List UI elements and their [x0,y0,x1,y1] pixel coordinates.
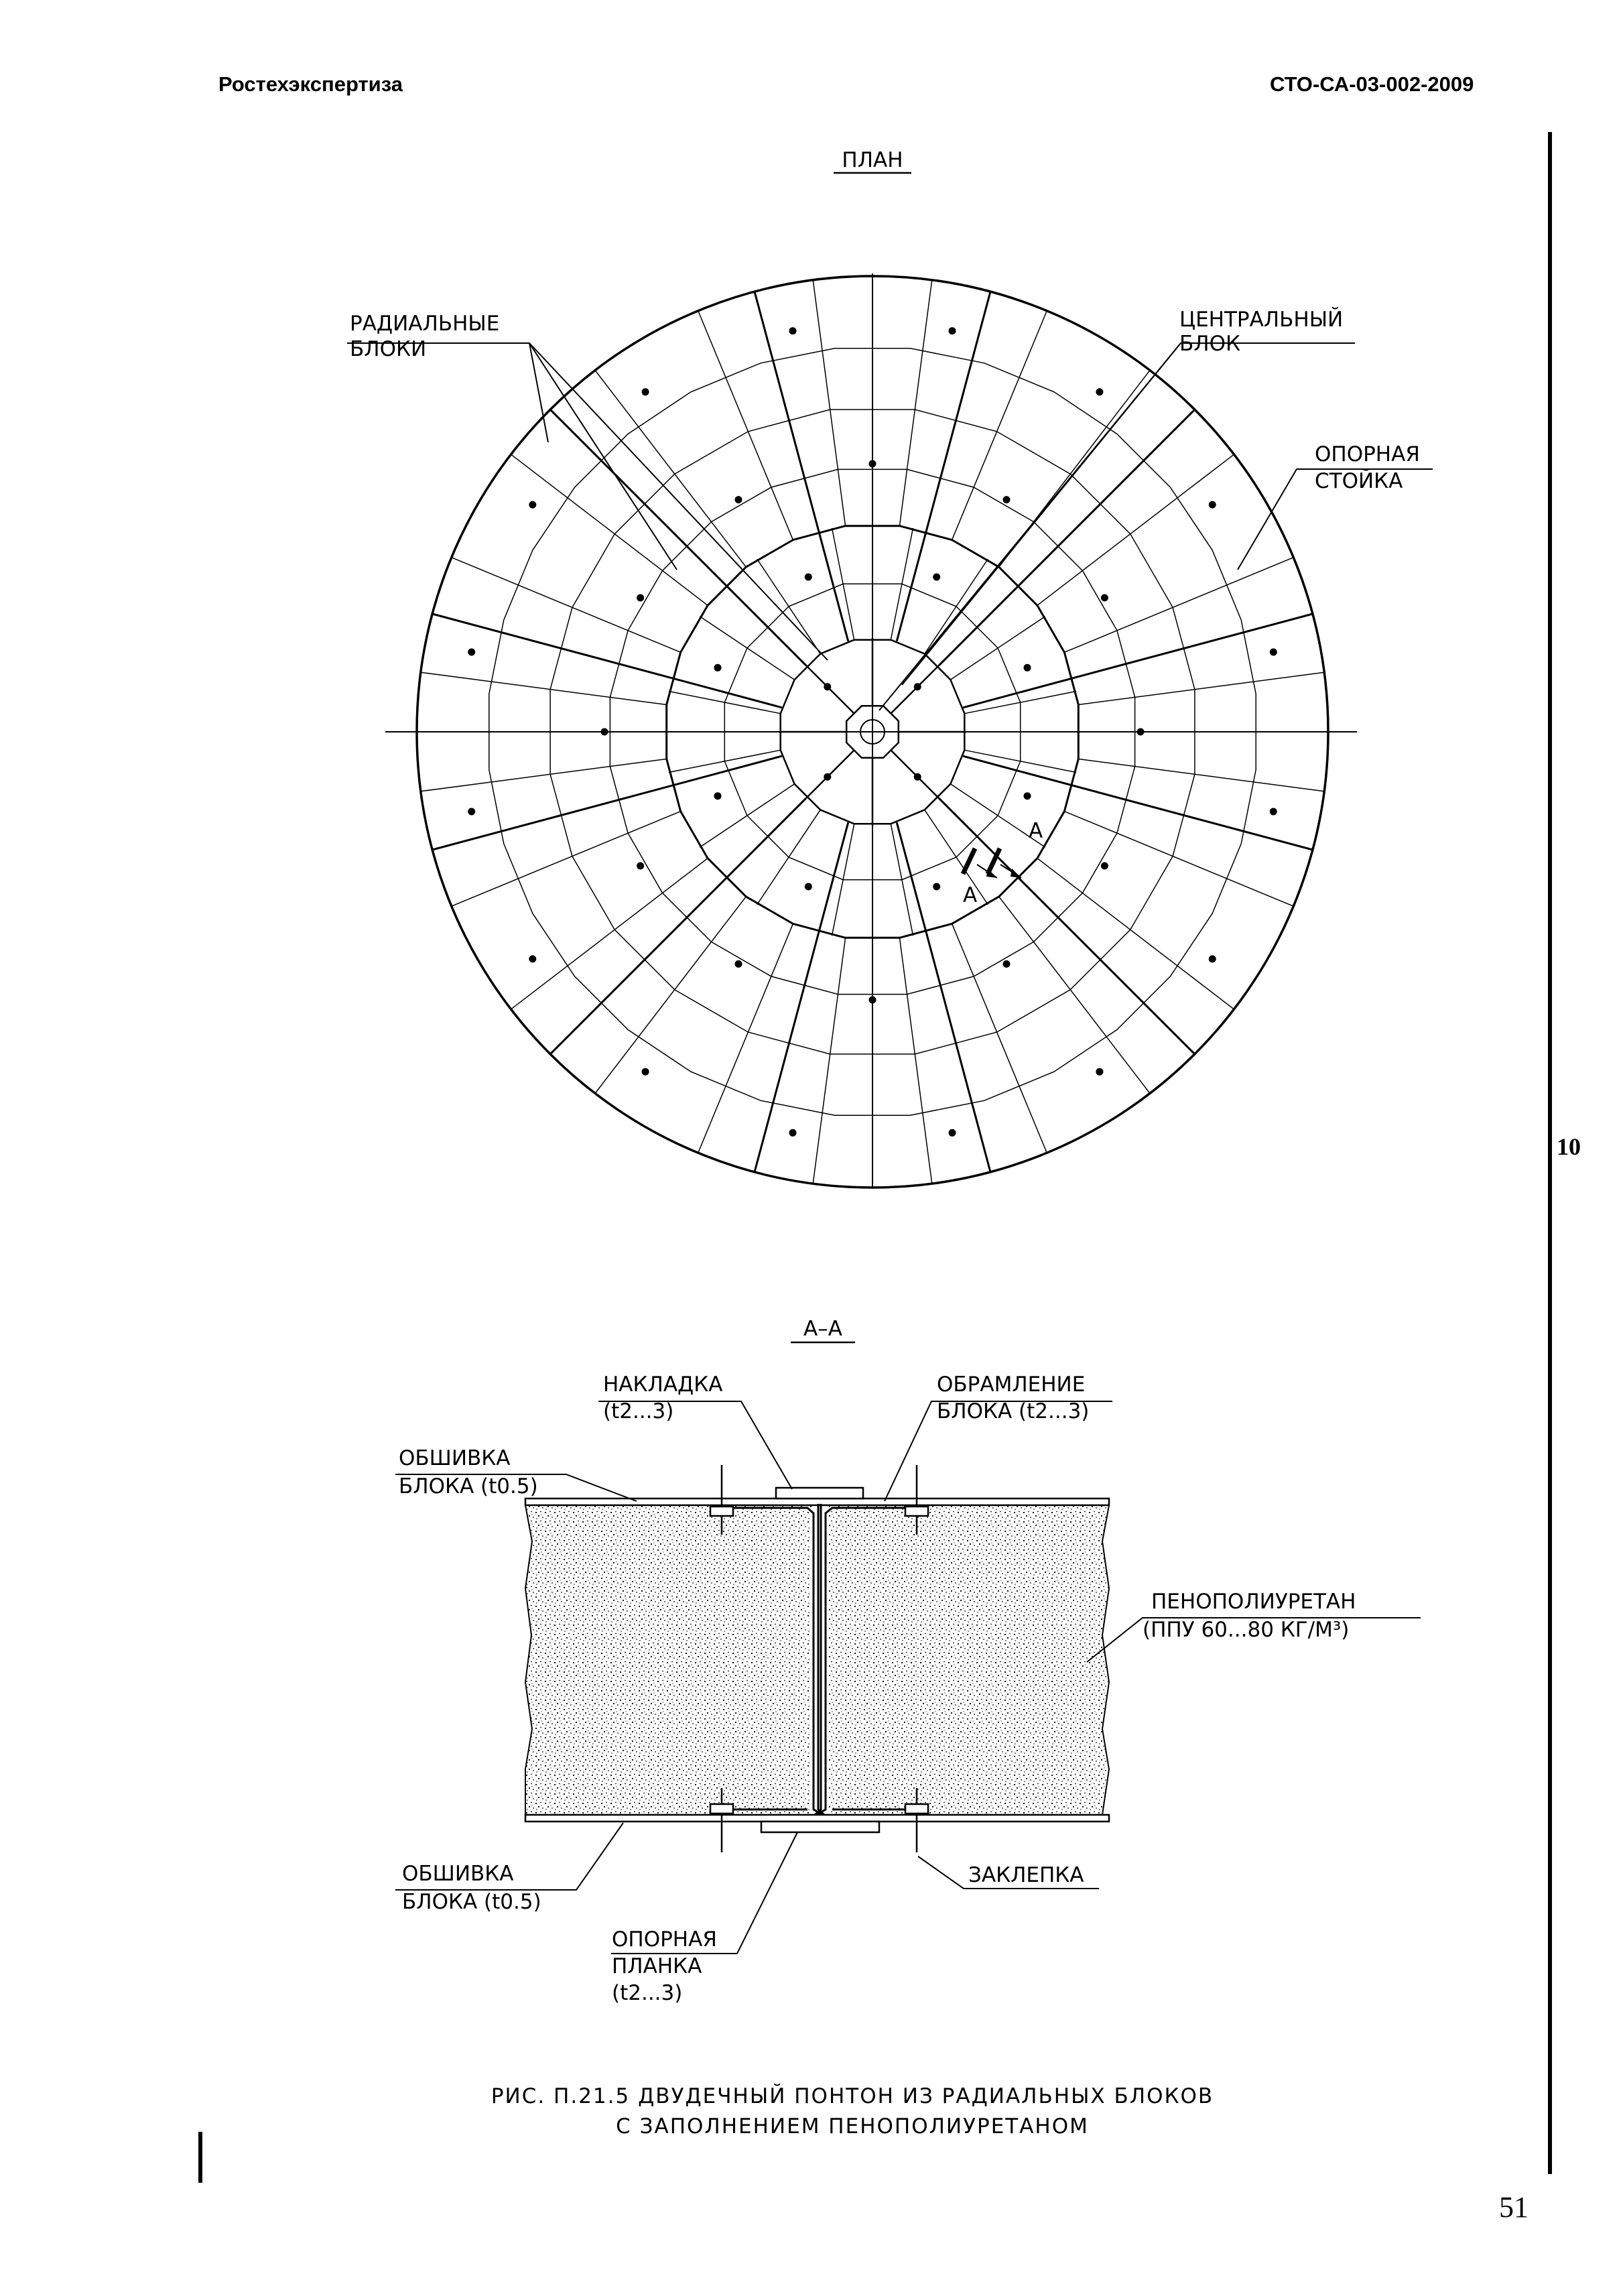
label-framing-1: ОБРАМЛЕНИЕ [937,1373,1086,1397]
support-post [805,574,812,581]
radial-spoke [432,614,782,708]
section-title: А–А [803,1317,842,1341]
block-divider [1078,759,1324,791]
support-post [468,649,475,656]
radial-divider [757,810,820,904]
section-drawing [395,1317,1421,2005]
support-post [714,664,722,672]
block-divider [421,759,667,791]
label-foam-2: (ППУ 60...80 КГ/М³) [1143,1618,1350,1642]
block-divider [952,923,1047,1153]
support-post [637,594,644,602]
block-divider [813,280,845,526]
label-skin-top-2: БЛОКА (t0.5) [399,1474,538,1498]
label-skin-bottom-1: ОБШИВКА [402,1862,514,1886]
support-post [468,808,475,816]
block-divider [595,371,746,568]
label-support-2: СТОЙКА [1315,469,1403,493]
overlay-plate [776,1488,863,1498]
block-divider [452,558,681,653]
block-divider [452,812,681,907]
foam-right [828,1505,1109,1815]
radial-spoke [963,756,1313,850]
radial-divider [700,784,794,847]
support-post [933,574,940,581]
radial-spoke [432,756,782,850]
radial-divider [950,617,1045,680]
block-divider [813,938,845,1184]
caption-line-2: С ЗАПОЛНЕНИЕМ ПЕНОПОЛИУРЕТАНОМ [616,2114,1089,2139]
foam-left [525,1505,818,1815]
support-post [933,883,940,891]
radial-spoke [897,292,990,641]
header-document-number: СТО-СА-03-002-2009 [1270,72,1474,96]
support-post [949,1129,956,1137]
label-framing-2: БЛОКА (t2...3) [937,1399,1090,1423]
block-divider [511,454,708,605]
support-post [789,1129,797,1137]
support-post [805,883,812,891]
support-post [1003,960,1011,968]
label-skin-bottom-2: БЛОКА (t0.5) [402,1890,541,1914]
support-post [601,728,608,736]
support-post [869,997,877,1004]
label-overlay-1: НАКЛАДКА [603,1373,723,1397]
block-divider [595,897,746,1094]
radial-divider [925,559,988,653]
support-post [1024,664,1031,672]
label-central-block-2: БЛОК [1179,332,1240,356]
label-radial-blocks-2: БЛОКИ [350,337,427,361]
support-post [1270,808,1277,816]
block-divider [1064,558,1293,653]
label-skin-top-1: ОБШИВКА [399,1446,511,1470]
edition-mark: 10 [1557,1133,1581,1160]
bottom-skin [525,1815,1109,1822]
label-central-block-1: ЦЕНТРАЛЬНЫЙ [1179,308,1344,332]
label-support-1: ОПОРНАЯ [1315,442,1420,466]
radial-divider [925,810,988,904]
block-divider [952,311,1047,540]
support-post [869,460,877,468]
support-post [642,1068,649,1076]
label-rivet: ЗАКЛЕПКА [968,1863,1084,1887]
support-post [914,773,921,781]
label-plate-3: (t2...3) [612,1981,683,2005]
radial-spoke [755,292,848,641]
plan-geometry [385,273,1357,1188]
caption-line-1: РИС. П.21.5 ДВУДЕЧНЫЙ ПОНТОН ИЗ РАДИАЛЬНЫХ БЛОКОВ [491,2084,1214,2108]
radial-divider [757,559,820,653]
support-post [642,388,649,395]
support-post [637,863,644,870]
support-plate [761,1822,879,1832]
block-divider [1078,672,1324,704]
header-organization: Ростехэкспертиза [218,72,403,96]
radial-spoke [963,614,1313,708]
block-divider [1064,812,1293,907]
support-post [914,683,921,690]
block-divider [511,858,708,1009]
support-post [1270,649,1277,656]
plan-title: ПЛАН [842,148,903,172]
support-post [529,501,536,509]
radial-spoke [550,409,806,665]
support-post [1096,1068,1103,1076]
support-post [735,960,742,968]
support-post [1101,863,1108,870]
support-post [1096,388,1103,395]
support-post [735,496,742,503]
support-post [1209,955,1216,962]
support-post [1137,728,1145,736]
support-post [1209,501,1216,509]
support-post [1003,496,1011,503]
support-post [529,955,536,962]
support-post [1024,792,1031,800]
block-divider [899,938,931,1184]
radial-spoke [550,798,806,1054]
section-mark-letter-bottom: А [963,883,978,907]
support-post [949,327,956,334]
support-post [1101,594,1108,602]
block-divider [421,672,667,704]
label-plate-1: ОПОРНАЯ [612,1927,717,1952]
radial-divider [700,617,794,680]
label-plate-2: ПЛАНКА [612,1954,702,1978]
block-divider [1037,454,1234,605]
label-foam-1: ПЕНОПОЛИУРЕТАН [1151,1590,1356,1614]
block-divider [698,923,793,1153]
radial-spoke [939,798,1195,1054]
radial-spoke [939,409,1195,665]
support-post [824,683,831,690]
radial-spoke [755,822,848,1172]
radial-spoke [897,822,990,1172]
page-number: 51 [1499,2191,1529,2224]
block-divider [698,311,793,540]
block-divider [999,897,1150,1094]
block-divider [899,280,931,526]
block-divider [1037,858,1234,1009]
plan-drawing [347,148,1433,1188]
support-post [714,792,722,800]
support-post [824,773,831,781]
section-mark-letter-top: А [1029,819,1043,843]
label-overlay-2: (t2...3) [603,1399,674,1423]
support-post [789,327,797,334]
label-radial-blocks-1: РАДИАЛЬНЫЕ [350,312,500,336]
